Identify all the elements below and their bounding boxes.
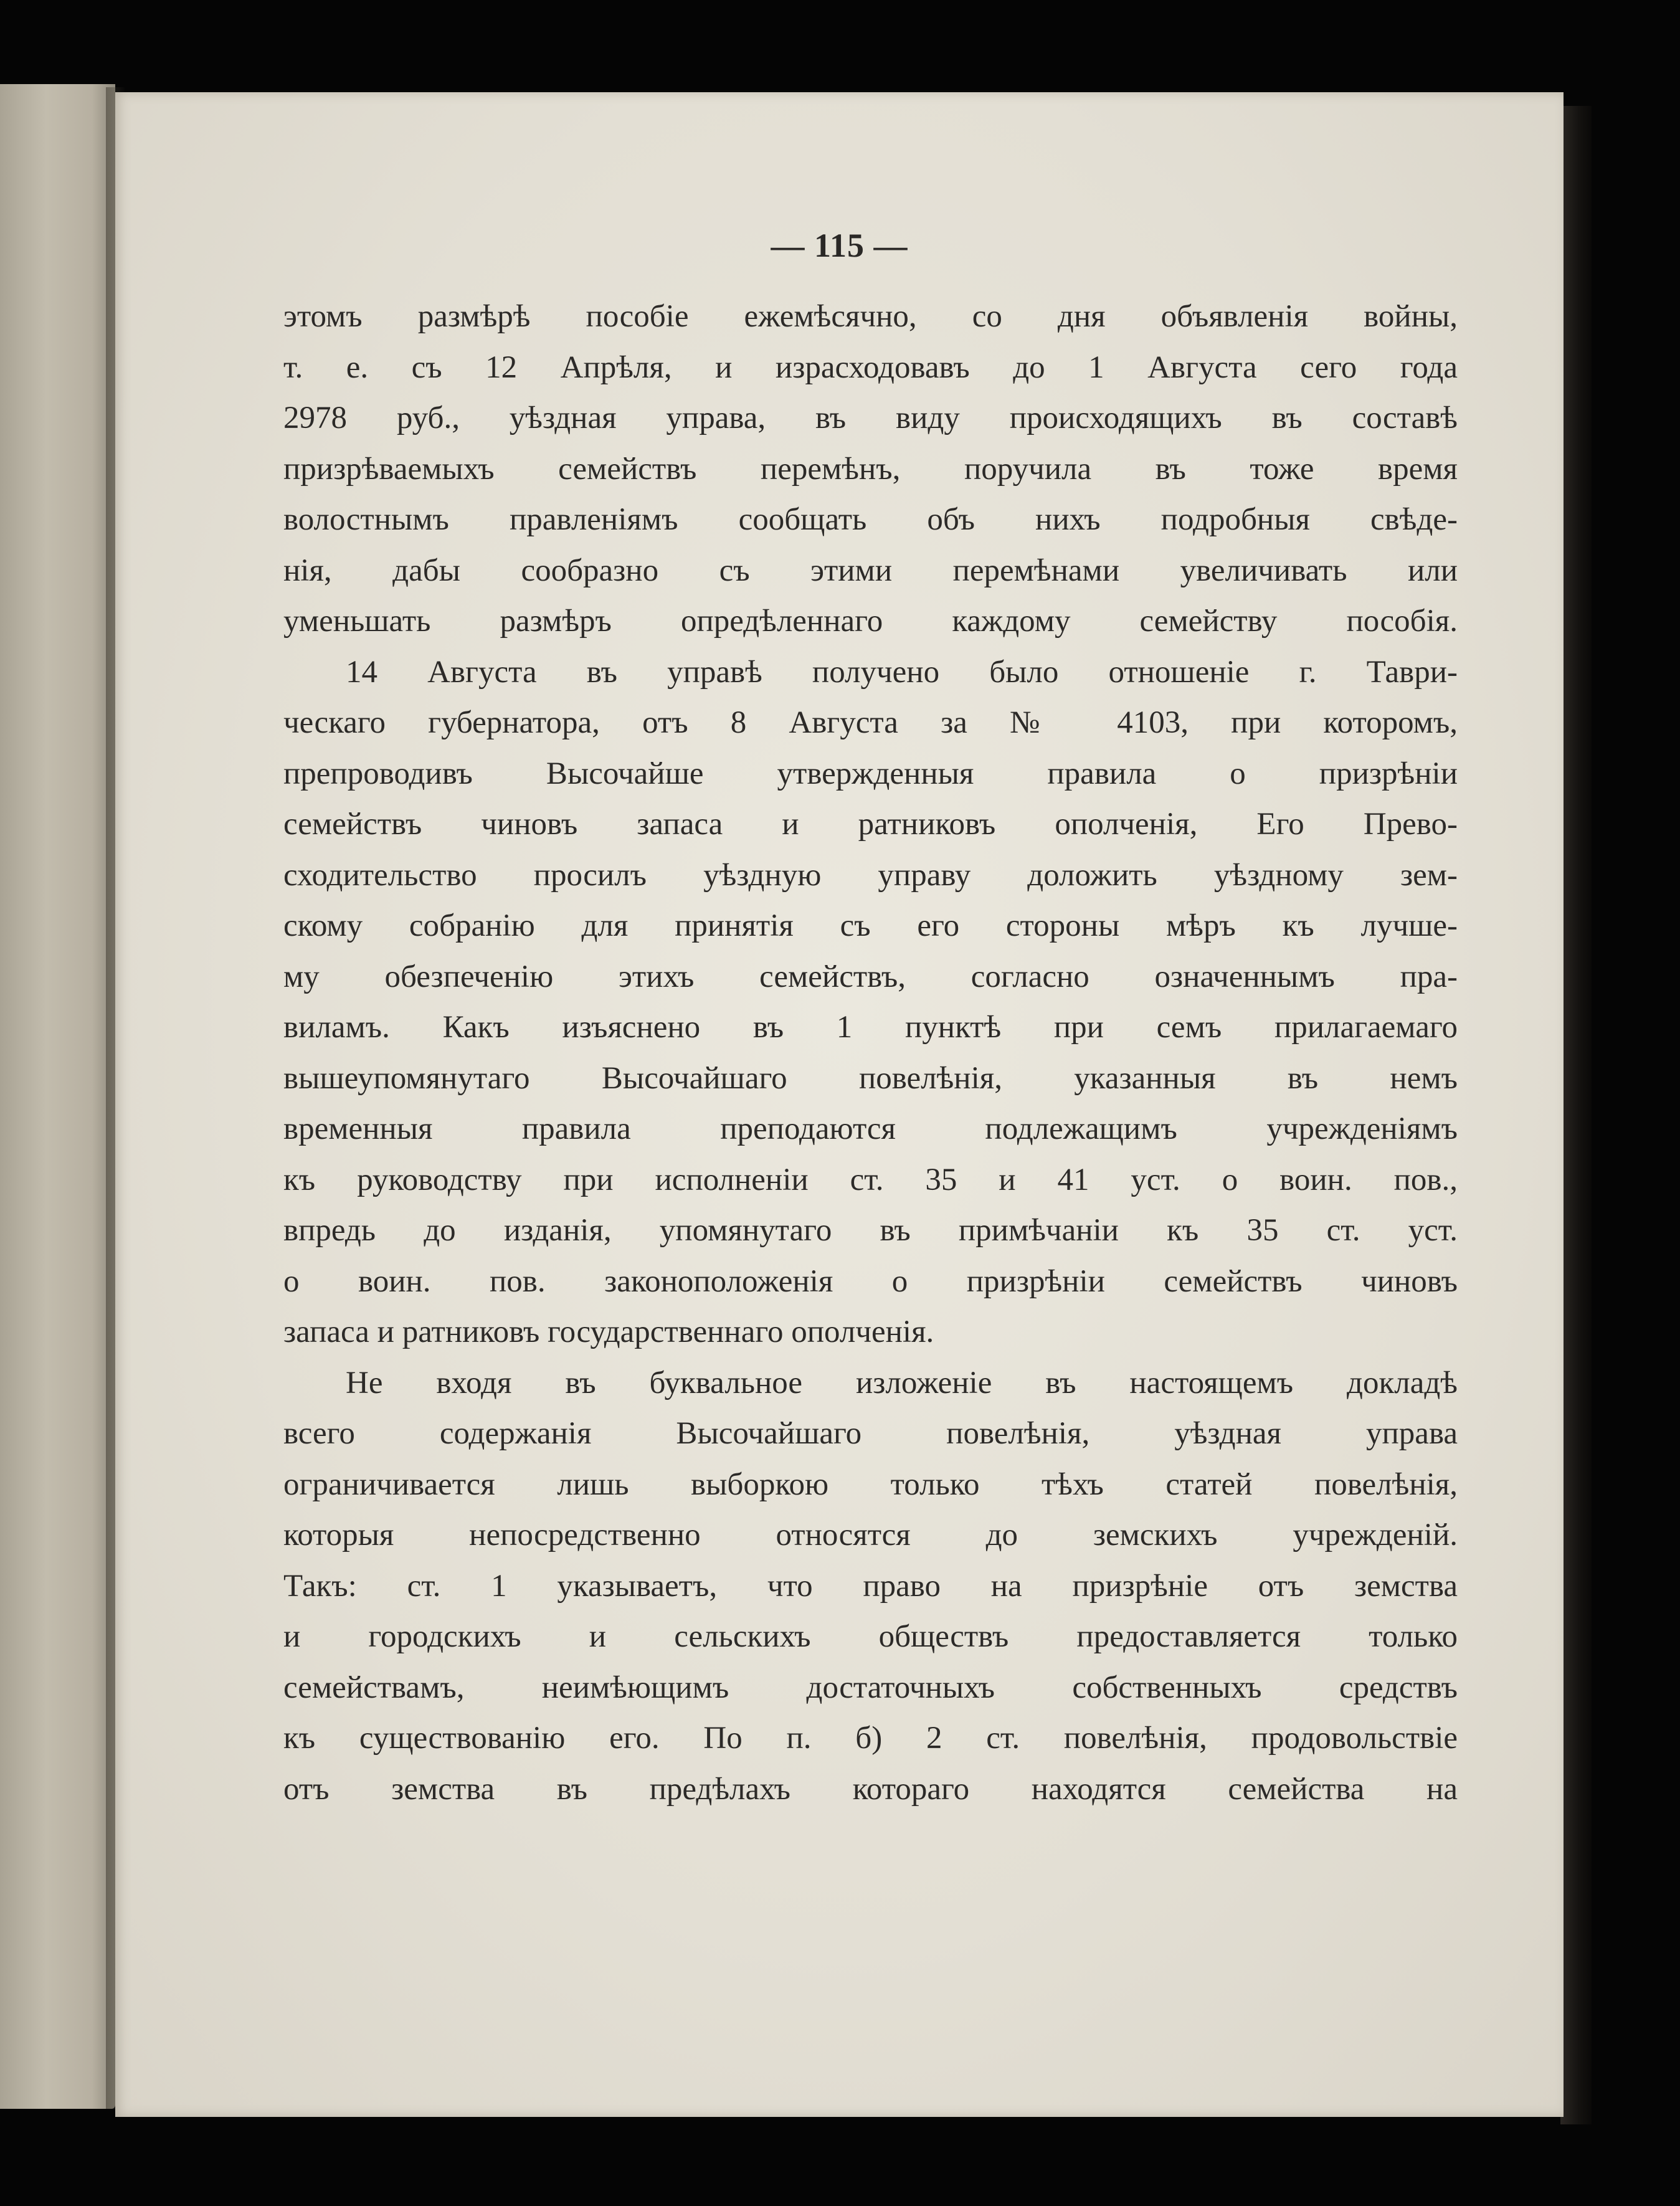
text-line: нія, дабы сообразно съ этими перемѣнами увеличивать или	[283, 553, 1458, 588]
page-number: — 115 —	[771, 227, 908, 264]
text-line: Такъ: ст. 1 указываетъ, что право на призрѣніе отъ земства	[283, 1568, 1458, 1604]
text-line: этомъ размѣрѣ пособіе ежемѣсячно, со дня объявленія войны,	[283, 299, 1458, 334]
paragraph-3	[283, 1358, 1458, 1815]
book-cover-edge	[1560, 106, 1592, 2124]
text-line: ческаго губернатора, отъ 8 Августа за № 4103, при которомъ,	[283, 705, 1458, 740]
text-line: Не входя въ буквальное изложеніе въ настоящемъ докладѣ	[346, 1365, 1458, 1400]
text-line: о воин. пов. законоположенія о призрѣніи семействъ чиновъ	[283, 1263, 1458, 1299]
text-line: скому собранію для принятія съ его стороны мѣръ къ лучше-	[283, 908, 1458, 943]
text-line: всего содержанія Высочайшаго повелѣнія, уѣздная управа	[283, 1416, 1458, 1451]
text-line: запаса и ратниковъ государственнаго ополченія.	[283, 1315, 934, 1349]
text-line: къ существованію его. По п. б) 2 ст. повелѣнія, продовольствіе	[283, 1721, 1458, 1756]
facing-page-edge	[0, 84, 115, 2109]
text-line: му обезпеченію этихъ семействъ, согласно означеннымъ пра-	[283, 959, 1458, 994]
text-line: 14 Августа въ управѣ получено было отношеніе г. Таври-	[346, 654, 1458, 690]
text-line: препроводивъ Высочайше утвержденныя правила о призрѣніи	[283, 756, 1458, 791]
text-line: т. е. съ 12 Апрѣля, и израсходовавъ до 1 Августа сего года	[283, 349, 1458, 385]
text-line: и городскихъ и сельскихъ обществъ предоставляется только	[283, 1619, 1458, 1654]
book-page	[115, 92, 1564, 2117]
text-line: уменьшать размѣръ опредѣленнаго каждому семейству пособія.	[283, 604, 1458, 639]
text-line: къ руководству при исполненіи ст. 35 и 41 уст. о воин. пов.,	[283, 1162, 1458, 1197]
paragraph-1	[283, 292, 1458, 647]
text-line: впредь до изданія, упомянутаго въ примѣчаніи къ 35 ст. уст.	[283, 1213, 1458, 1248]
text-line: 2978 руб., уѣздная управа, въ виду происходящихъ въ составѣ	[283, 401, 1458, 435]
text-line: семействамъ, неимѣющимъ достаточныхъ собственныхъ средствъ	[283, 1670, 1458, 1705]
paragraph-2	[283, 647, 1458, 1358]
text-line: виламъ. Какъ изъяснено въ 1 пунктѣ при семъ прилагаемаго	[283, 1010, 1458, 1045]
text-line: временныя правила преподаются подлежащимъ учрежденіямъ	[283, 1111, 1458, 1146]
text-line: волостнымъ правленіямъ сообщать объ нихъ подробныя свѣде-	[283, 502, 1458, 537]
text-line: вышеупомянутаго Высочайшаго повелѣнія, указанныя въ немъ	[283, 1060, 1458, 1096]
text-line: ограничивается лишь выборкою только тѣхъ статей повелѣнія,	[283, 1467, 1458, 1502]
body-text	[283, 292, 1458, 1815]
text-line: сходительство просилъ уѣздную управу доложить уѣздному зем-	[283, 857, 1458, 893]
text-line: которыя непосредственно относятся до земскихъ учрежденій.	[283, 1518, 1458, 1552]
text-line: семействъ чиновъ запаса и ратниковъ ополченія, Его Прево-	[283, 807, 1458, 842]
text-line: отъ земства въ предѣлахъ котораго находятся семейства на	[283, 1771, 1458, 1807]
text-line: призрѣваемыхъ семействъ перемѣнъ, поручила въ тоже время	[283, 451, 1458, 487]
